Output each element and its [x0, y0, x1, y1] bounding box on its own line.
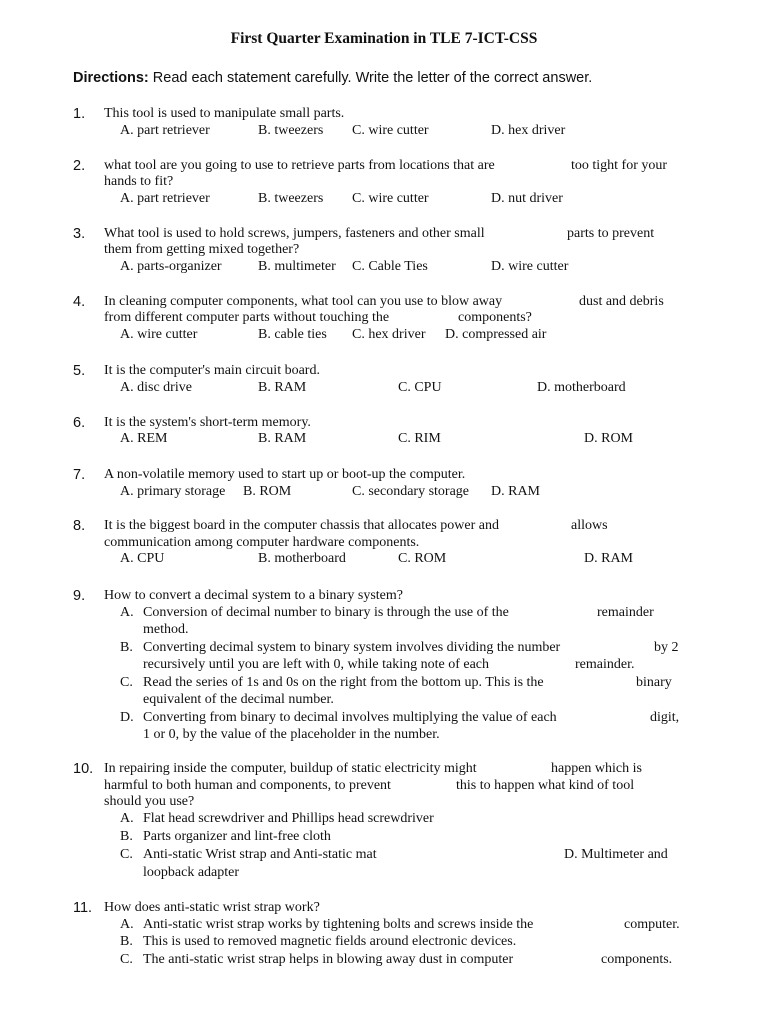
question-number: 7.	[73, 467, 86, 483]
option-b-text: Converting decimal system to binary system involves dividing the number	[143, 640, 561, 655]
option-c: C. Cable Ties	[352, 259, 428, 274]
option-b-letter: B.	[120, 829, 133, 844]
option-d-text: digit,	[650, 710, 680, 725]
option-a-text: Anti-static wrist strap works by tightening bolts and screws inside the	[143, 917, 534, 932]
question-number: 8.	[73, 518, 86, 534]
option-d-letter: D.	[120, 710, 134, 725]
option-a: A. CPU	[120, 551, 165, 566]
question-text: allows	[571, 518, 608, 533]
option-b: B. tweezers	[258, 123, 324, 138]
option-c: C. wire cutter	[352, 123, 429, 138]
option-b-text: remainder.	[575, 657, 635, 672]
option-c: C. CPU	[398, 380, 442, 395]
option-c: C. wire cutter	[352, 191, 429, 206]
option-c-text: binary	[636, 675, 672, 690]
question-text: parts to prevent	[567, 226, 655, 241]
question-text: It is the biggest board in the computer chassis that allocates power and	[104, 518, 500, 533]
option-b: B. cable ties	[258, 327, 327, 342]
directions-label: Directions:	[73, 70, 149, 86]
question-number: 11.	[73, 900, 93, 916]
option-d: D. ROM	[584, 431, 634, 446]
question-text: A non-volatile memory used to start up or boot-up the computer.	[104, 467, 466, 482]
option-b: B. motherboard	[258, 551, 346, 566]
question-text: from different computer parts without touching the	[104, 310, 390, 325]
option-b: B. RAM	[258, 431, 307, 446]
question-text: In repairing inside the computer, buildup of static electricity might	[104, 761, 477, 776]
option-c-text: Read the series of 1s and 0s on the right from the bottom up. This is the	[143, 675, 544, 690]
option-a-text: Conversion of decimal number to binary is through the use of the	[143, 605, 509, 620]
option-c-letter: C.	[120, 847, 133, 862]
question-number: 10.	[73, 761, 94, 777]
question-text: them from getting mixed together?	[104, 242, 300, 257]
option-c: C. secondary storage	[352, 484, 470, 499]
option-d: D. RAM	[491, 484, 541, 499]
option-c: C. hex driver	[352, 327, 426, 342]
option-c-letter: C.	[120, 952, 133, 967]
question-text: dust and debris	[579, 294, 664, 309]
option-d: D. hex driver	[491, 123, 566, 138]
option-c-text: Anti-static Wrist strap and Anti-static mat	[143, 847, 377, 862]
question-text: It is the system's short-term memory.	[104, 415, 311, 430]
option-c: C. ROM	[398, 551, 447, 566]
question-text: should you use?	[104, 794, 195, 809]
option-b: B. RAM	[258, 380, 307, 395]
option-a: A. primary storage	[120, 484, 226, 499]
option-a: A. parts-organizer	[120, 259, 222, 274]
option-c-text: components.	[601, 952, 673, 967]
exam-title: First Quarter Examination in TLE 7-ICT-CSS	[230, 30, 538, 47]
question-text: too tight for your	[571, 158, 668, 173]
option-d: D. nut driver	[491, 191, 563, 206]
question-text: this to happen what kind of tool	[456, 778, 635, 793]
question-text: In cleaning computer components, what tool can you use to blow away	[104, 294, 503, 309]
option-a-text: Flat head screwdriver and Phillips head screwdriver	[143, 811, 434, 826]
question-text: communication among computer hardware components.	[104, 535, 420, 550]
option-a: A. wire cutter	[120, 327, 198, 342]
question-text: This tool is used to manipulate small parts.	[104, 106, 345, 121]
option-b-text: recursively until you are left with 0, while taking note of each	[143, 657, 490, 672]
question-number: 6.	[73, 415, 86, 431]
question-text: How to convert a decimal system to a binary system?	[104, 588, 403, 603]
option-c-text: equivalent of the decimal number.	[143, 692, 334, 707]
option-a-text: remainder	[597, 605, 654, 620]
question-text: harmful to both human and components, to prevent	[104, 778, 391, 793]
option-a-text: method.	[143, 622, 189, 637]
option-b-text: Parts organizer and lint-free cloth	[143, 829, 331, 844]
option-b-text: by 2	[654, 640, 679, 655]
option-c-letter: C.	[120, 675, 133, 690]
question-number: 9.	[73, 588, 86, 604]
option-b-letter: B.	[120, 640, 133, 655]
question-text: What tool is used to hold screws, jumpers, fasteners and other small	[104, 226, 485, 241]
option-a: A. part retriever	[120, 191, 210, 206]
option-a-letter: A.	[120, 917, 134, 932]
question-text: How does anti-static wrist strap work?	[104, 900, 320, 915]
option-a: A. disc drive	[120, 380, 192, 395]
question-text: components?	[458, 310, 532, 325]
question-text: what tool are you going to use to retrieve parts from locations that are	[104, 158, 495, 173]
option-d: D. compressed air	[445, 327, 547, 342]
option-c: C. RIM	[398, 431, 441, 446]
question-number: 1.	[73, 106, 86, 122]
option-a: A. REM	[120, 431, 168, 446]
option-d-text: Converting from binary to decimal involves multiplying the value of each	[143, 710, 557, 725]
option-b: B. multimeter	[258, 259, 336, 274]
question-number: 2.	[73, 158, 86, 174]
option-c-text: The anti-static wrist strap helps in blowing away dust in computer	[143, 952, 514, 967]
option-a-text: computer.	[624, 917, 680, 932]
option-b-text: This is used to removed magnetic fields around electronic devices.	[143, 934, 517, 949]
option-d-text: 1 or 0, by the value of the placeholder in the number.	[143, 727, 440, 742]
question-text: happen which is	[551, 761, 642, 776]
option-b: B. ROM	[243, 484, 292, 499]
option-b-letter: B.	[120, 934, 133, 949]
option-c-text: loopback adapter	[143, 865, 240, 880]
option-d: D. RAM	[584, 551, 634, 566]
option-d: D. motherboard	[537, 380, 626, 395]
question-number: 5.	[73, 363, 86, 379]
option-a-letter: A.	[120, 811, 134, 826]
question-text: It is the computer's main circuit board.	[104, 363, 320, 378]
option-a-letter: A.	[120, 605, 134, 620]
directions-text: Read each statement carefully. Write the letter of the correct answer.	[148, 70, 593, 86]
question-text: hands to fit?	[104, 174, 174, 189]
question-number: 3.	[73, 226, 86, 242]
option-d: D. wire cutter	[491, 259, 569, 274]
directions	[73, 70, 592, 86]
option-b: B. tweezers	[258, 191, 324, 206]
question-number: 4.	[73, 294, 86, 310]
option-d-text: D. Multimeter and	[564, 847, 668, 862]
option-a: A. part retriever	[120, 123, 210, 138]
